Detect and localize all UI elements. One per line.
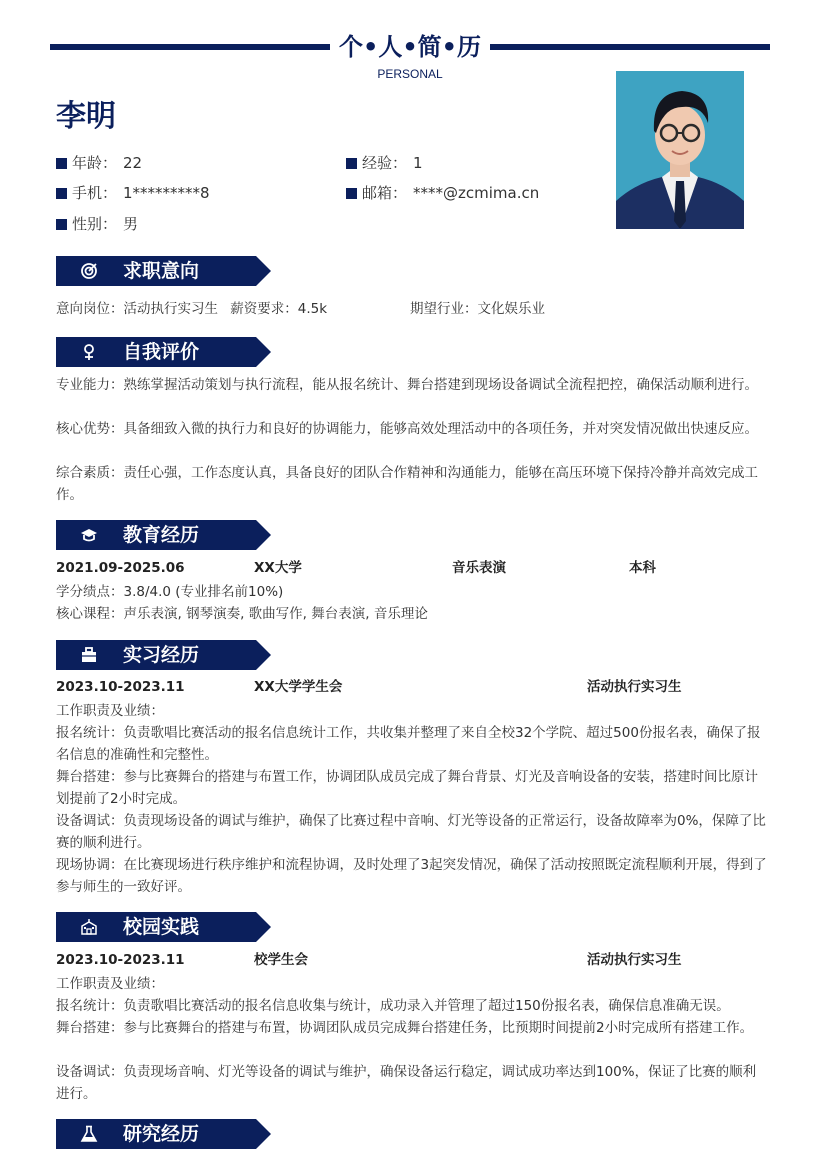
internship-item: 设备调试：负责现场设备的调试与维护，确保了比赛过程中音响、灯光等设备的正常运行，设备故障率为0%，保障了比赛的顺利进行。	[56, 813, 766, 851]
header-rule-right	[490, 44, 770, 50]
campus-item: 设备调试：负责现场音响、灯光等设备的调试与维护，确保设备运行稳定，调试成功率达到100%，保证了比赛的顺利进行。	[56, 1064, 757, 1102]
graduation-cap-icon	[80, 526, 98, 544]
campus-period: 2023.10-2023.11	[56, 952, 185, 968]
campus-org: 校学生会	[254, 952, 308, 968]
resume-title: 个•人•简•历	[338, 33, 482, 61]
education-degree: 本科	[629, 560, 656, 576]
bullet-square-icon	[346, 158, 357, 169]
flask-icon	[80, 1125, 98, 1143]
flower-icon	[80, 343, 98, 361]
info-experience: 经验： 1	[346, 153, 423, 173]
campus-item: 报名统计：负责歌唱比赛活动的报名信息收集与统计，成功录入并管理了超过150份报名表，确保信息准确无误。	[56, 998, 730, 1014]
section-header-education: 教育经历	[56, 520, 271, 550]
section-header-research: 研究经历	[56, 1119, 271, 1149]
section-header-self-eval: 自我评价	[56, 337, 271, 367]
education-period: 2021.09-2025.06	[56, 560, 185, 576]
internship-row	[56, 676, 768, 698]
intention-industry: 期望行业：文化娱乐业	[410, 301, 545, 317]
school-building-icon	[80, 918, 98, 936]
profile-photo	[616, 71, 744, 229]
bullet-square-icon	[56, 219, 67, 230]
resume-header	[50, 30, 770, 66]
internship-role: 活动执行实习生	[587, 679, 682, 695]
info-gender: 性别： 男	[56, 214, 138, 234]
info-phone: 手机： 1*********8	[56, 183, 210, 203]
internship-item: 报名统计：负责歌唱比赛活动的报名信息统计工作，共收集并整理了来自全校32个学院、超过500份报名表，确保了报名信息的准确性和完整性。	[56, 725, 761, 763]
internship-item: 舞台搭建：参与比赛舞台的搭建与布置工作，协调团队成员完成了舞台背景、灯光及音响设备的安装，搭建时间比原计划提前了2小时完成。	[56, 769, 758, 807]
target-icon	[80, 262, 98, 280]
bullet-square-icon	[346, 188, 357, 199]
education-courses: 核心课程：声乐表演, 钢琴演奏, 歌曲写作, 舞台表演, 音乐理论	[56, 606, 428, 622]
briefcase-icon	[80, 646, 98, 664]
bullet-square-icon	[56, 158, 67, 169]
candidate-name: 李明	[56, 99, 116, 134]
internship-org: XX大学学生会	[254, 679, 343, 695]
resume-subtitle: PERSONAL	[377, 67, 443, 81]
section-header-intention: 求职意向	[56, 256, 271, 286]
info-email: 邮箱： ****@zcmima.cn	[346, 183, 539, 203]
education-major: 音乐表演	[452, 560, 506, 576]
intention-salary: 薪资要求：4.5k	[230, 301, 328, 317]
section-header-campus: 校园实践	[56, 912, 271, 942]
internship-duties-label: 工作职责及业绩：	[56, 703, 164, 719]
campus-role: 活动执行实习生	[587, 952, 682, 968]
education-school: XX大学	[254, 560, 302, 576]
self-eval-item: 核心优势：具备细致入微的执行力和良好的协调能力，能够高效处理活动中的各项任务，并对突发情况做出快速反应。	[56, 421, 758, 437]
info-age: 年龄： 22	[56, 153, 142, 173]
self-eval-item: 综合素质：责任心强，工作态度认真，具备良好的团队合作精神和沟通能力，能够在高压环境下保持冷静并高效完成工作。	[56, 465, 758, 503]
self-eval-item: 专业能力：熟练掌握活动策划与执行流程，能从报名统计、舞台搭建到现场设备调试全流程把控，确保活动顺利进行。	[56, 377, 758, 393]
bullet-square-icon	[56, 188, 67, 199]
intention-position: 意向岗位：活动执行实习生	[56, 301, 218, 317]
section-header-internship: 实习经历	[56, 640, 271, 670]
campus-row	[56, 949, 768, 971]
education-gpa: 学分绩点：3.8/4.0 (专业排名前10%)	[56, 584, 284, 600]
education-row	[56, 557, 768, 579]
internship-period: 2023.10-2023.11	[56, 679, 185, 695]
intention-row	[56, 298, 768, 320]
campus-item: 舞台搭建：参与比赛舞台的搭建与布置，协调团队成员完成舞台搭建任务，比预期时间提前2小时完成所有搭建工作。	[56, 1020, 754, 1036]
internship-item: 现场协调：在比赛现场进行秩序维护和流程协调，及时处理了3起突发情况，确保了活动按照既定流程顺利开展，得到了参与师生的一致好评。	[56, 857, 767, 895]
campus-duties-label: 工作职责及业绩：	[56, 976, 164, 992]
header-rule-left	[50, 44, 330, 50]
